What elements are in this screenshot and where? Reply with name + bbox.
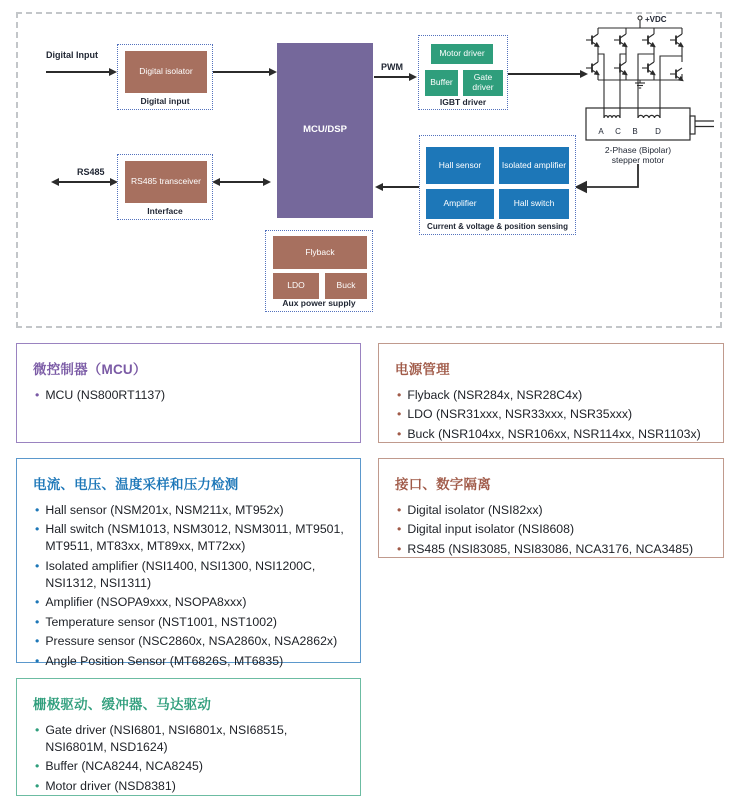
list-item <box>33 558 344 592</box>
list-item <box>33 758 344 775</box>
list-item-text: Digital input isolator (NSI8608) <box>407 522 575 537</box>
terminal-d-label: D <box>655 127 661 136</box>
list-item-text: Temperature sensor (NST1001, NST1002) <box>45 614 278 629</box>
digital-isolator-label: Digital isolator <box>139 66 193 77</box>
mcu-dsp-block <box>277 43 373 218</box>
bullet-icon: • <box>35 558 40 573</box>
list-item <box>33 722 344 756</box>
gate-driver-block <box>463 70 503 96</box>
list-item <box>395 406 707 423</box>
digital-input-label: Digital Input <box>46 50 98 60</box>
digital-input-caption: Digital input <box>140 96 190 106</box>
igbt-bridge <box>586 16 682 108</box>
motor-caption-line1: 2-Phase (Bipolar) <box>604 145 672 155</box>
list-item-text: Hall sensor (NSM201x, NSM211x, MT952x) <box>45 503 284 517</box>
terminal-b-label: B <box>632 127 638 136</box>
buck-block <box>325 273 367 299</box>
hall-switch-label: Hall switch <box>513 198 555 209</box>
list-item-text: Amplifier (NSOPA9xxx, NSOPA8xxx) <box>45 595 247 610</box>
list-item <box>395 387 707 404</box>
list-item-text: Gate driver (NSI6801, NSI6801x, NSI68515, NSI6801M, NSD1624) <box>45 723 288 754</box>
list-item-text: LDO (NSR31xxx, NSR33xxx, NSR35xxx) <box>407 407 633 422</box>
coil-bd-icon <box>638 115 660 118</box>
arrowhead-icon <box>269 68 277 76</box>
rs485-transceiver-label: RS485 transceiver <box>131 176 201 187</box>
arrow-pwm <box>374 76 410 78</box>
list-item <box>33 521 344 555</box>
card-sensing <box>16 458 361 668</box>
list-item <box>33 653 344 670</box>
ground-symbol-icon <box>635 80 645 88</box>
isolated-amplifier-label: Isolated amplifier <box>501 159 567 170</box>
hall-sensor-block <box>426 147 494 184</box>
flyback-label: Flyback <box>305 246 335 257</box>
bullet-icon: • <box>35 778 40 793</box>
rs485-transceiver-block <box>125 161 207 203</box>
bullet-icon: • <box>397 407 402 422</box>
aux-power-caption: Aux power supply <box>282 298 356 308</box>
list-item-text: Motor driver (NSD8381) <box>45 778 176 793</box>
igbt-driver-caption: IGBT driver <box>439 97 487 107</box>
hall-sensor-label: Hall sensor <box>438 159 482 170</box>
interface-group <box>117 154 213 220</box>
sensing-caption: Current & voltage & position sensing <box>427 222 568 231</box>
card-interface-title: 接口、数字隔离 <box>395 477 491 492</box>
arrowhead-icon <box>263 178 271 186</box>
list-item-text: Buck (NSR104xx, NSR106xx, NSR114xx, NSR1103x) <box>407 426 701 441</box>
list-item-text: Pressure sensor (NSC2860x, NSA2860x, NSA2862x) <box>45 634 338 649</box>
bullet-icon: • <box>397 503 402 517</box>
gate-driver-label: Gate driver <box>472 72 494 92</box>
bullet-icon: • <box>35 503 40 517</box>
list-item-text: Flyback (NSR284x, NSR28C4x) <box>407 388 583 402</box>
list-item <box>33 594 344 611</box>
arrowhead-icon <box>409 73 417 81</box>
list-item <box>395 541 707 558</box>
bullet-icon: • <box>35 723 40 737</box>
arrow-transceiver-mcu <box>219 181 264 183</box>
buck-label: Buck <box>336 280 356 291</box>
bullet-icon: • <box>35 522 40 537</box>
list-item-text: Hall switch (NSM1013, NSM3012, NSM3011, MT9501, MT9511, MT83xx, MT89xx, MT72xx) <box>45 522 344 554</box>
bullet-icon: • <box>397 388 402 402</box>
list-item-text: Buffer (NCA8244, NCA8245) <box>45 759 203 774</box>
card-mcu-title: 微控制器（MCU） <box>33 362 147 377</box>
vdc-label: +VDC <box>645 15 667 24</box>
arrowhead-icon <box>51 178 59 186</box>
phase-d-wire <box>660 56 682 108</box>
list-item <box>395 521 707 538</box>
bullet-icon: • <box>35 388 40 402</box>
card-mcu <box>16 343 361 443</box>
bullet-icon: • <box>35 759 40 774</box>
digital-input-group <box>117 44 213 110</box>
coil-ac-icon <box>604 116 620 118</box>
bullet-icon: • <box>35 595 40 610</box>
list-item <box>33 614 344 631</box>
bullet-icon: • <box>397 541 402 556</box>
card-interface <box>378 458 724 558</box>
interface-caption: Interface <box>147 206 183 216</box>
list-item-text: MCU (NS800RT1137) <box>45 388 166 402</box>
list-item <box>33 778 344 795</box>
card-drive-items <box>33 722 344 795</box>
arrow-rs485-line <box>58 181 111 183</box>
motor-driver-label: Motor driver <box>439 48 485 59</box>
buffer-label: Buffer <box>430 77 453 88</box>
arrowhead-icon <box>212 178 220 186</box>
arrowhead-icon <box>109 68 117 76</box>
list-item <box>33 387 344 404</box>
card-power-title: 电源管理 <box>395 362 450 377</box>
list-item-text: RS485 (NSI83085, NSI83086, NCA3176, NCA3485) <box>407 541 694 556</box>
list-item <box>33 633 344 650</box>
arrow-isolator-to-mcu <box>213 71 270 73</box>
isolated-amplifier-block <box>499 147 569 184</box>
ldo-block <box>273 273 319 299</box>
arrow-sensing-to-mcu <box>383 186 419 188</box>
bridge-column-4 <box>670 28 682 80</box>
rs485-label: RS485 <box>77 167 105 177</box>
amplifier-block <box>426 189 494 219</box>
list-item <box>33 502 344 519</box>
arrow-digital-input <box>46 71 110 73</box>
terminal-a-label: A <box>598 127 604 136</box>
arrow-motor-to-sensing <box>572 160 644 194</box>
card-power <box>378 343 724 443</box>
h-bridge-motor-schematic <box>574 12 716 168</box>
digital-isolator-block <box>125 51 207 93</box>
shaft-hub <box>690 116 695 134</box>
buffer-block <box>425 70 458 96</box>
vdc-terminal-icon <box>638 16 642 20</box>
bullet-icon: • <box>35 634 40 649</box>
motor-terminal-labels <box>598 127 661 136</box>
arrowhead-icon <box>375 183 383 191</box>
card-sensing-title: 电流、电压、温度采样和压力检测 <box>33 477 239 492</box>
list-item-text: Isolated amplifier (NSI1400, NSI1300, NSI1200C, NSI1312, NSI1311) <box>45 558 316 590</box>
igbt-driver-group <box>418 35 508 110</box>
stepper-motor-symbol <box>586 108 714 140</box>
terminal-c-label: C <box>615 127 621 136</box>
card-drive-title: 栅极驱动、缓冲器、马达驱动 <box>33 697 212 712</box>
list-item-text: Digital isolator (NSI82xx) <box>407 503 543 517</box>
motor-caption-line2: stepper motor <box>611 155 665 165</box>
motor-driver-block <box>431 44 493 64</box>
phase-a-wire <box>598 54 604 108</box>
list-item-text: Angle Position Sensor (MT6826S, MT6835) <box>45 653 284 668</box>
card-interface-items <box>395 502 707 558</box>
card-drive <box>16 678 361 796</box>
mcu-dsp-label: MCU/DSP <box>303 124 347 136</box>
hall-switch-block <box>499 189 569 219</box>
amplifier-label: Amplifier <box>443 198 477 209</box>
arrow-igbt-to-bridge <box>508 73 581 75</box>
pwm-label: PWM <box>381 62 403 72</box>
flyback-block <box>273 236 367 269</box>
card-sensing-items <box>33 502 344 670</box>
card-power-items <box>395 387 707 443</box>
ldo-label: LDO <box>287 280 305 291</box>
bullet-icon: • <box>35 653 40 668</box>
card-mcu-items <box>33 387 344 404</box>
list-item <box>395 502 707 519</box>
bridge-column-1 <box>586 28 598 80</box>
bullet-icon: • <box>397 522 402 537</box>
list-item <box>395 426 707 443</box>
sensing-group <box>419 135 576 235</box>
bullet-icon: • <box>35 614 40 629</box>
bullet-icon: • <box>397 426 402 441</box>
aux-power-group <box>265 230 373 312</box>
